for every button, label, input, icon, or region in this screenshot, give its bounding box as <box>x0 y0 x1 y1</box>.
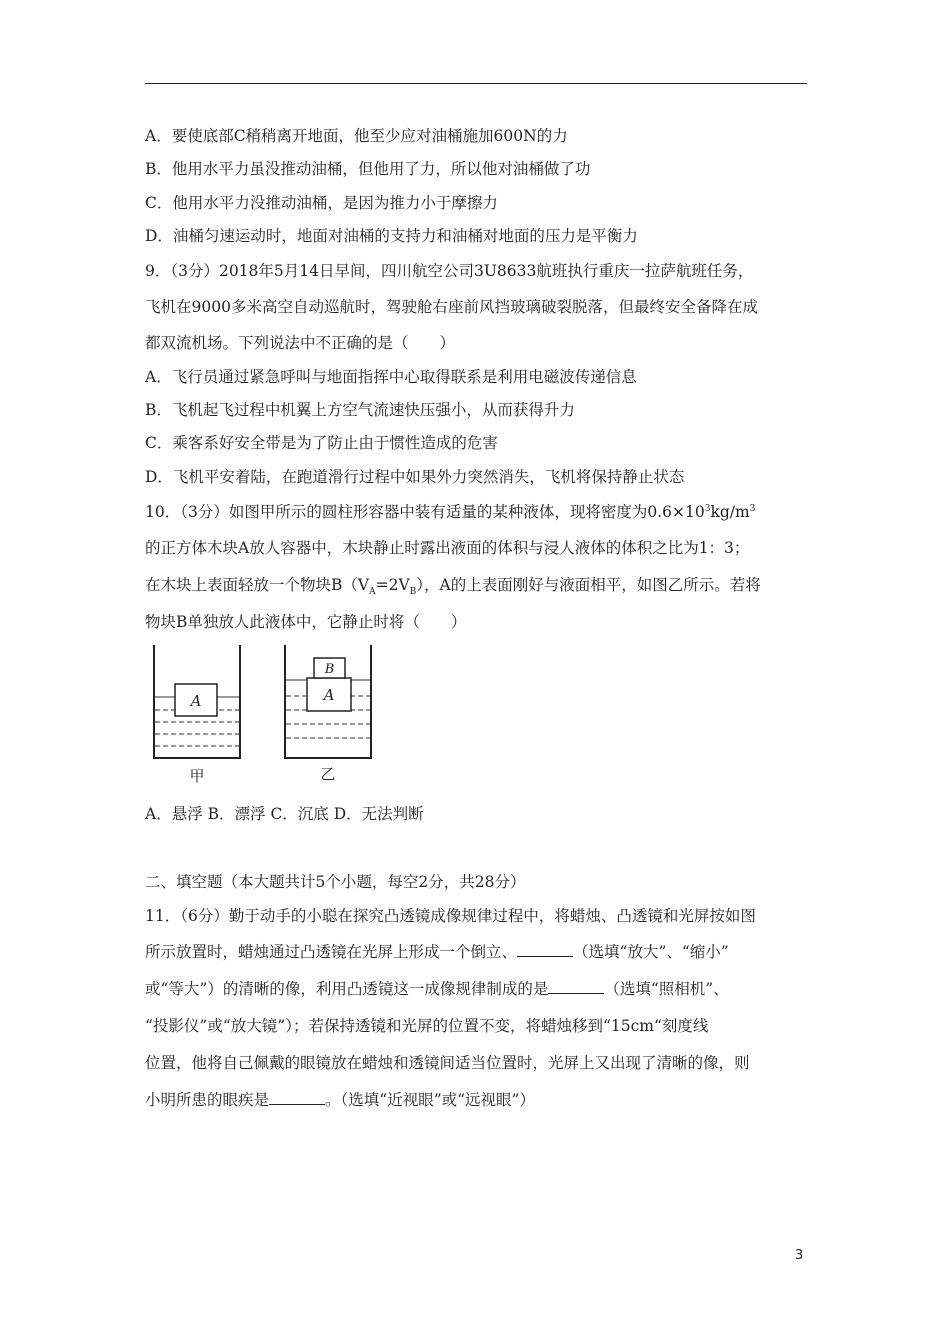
header-rule <box>145 83 807 84</box>
q9-stem-line-2: 飞机在9000多米高空自动巡航时，驾驶舱右座前风挡玻璃破裂脱落，但最终安全备降在成 <box>145 298 758 316</box>
q11-stem-line-6: 小明所患的眼疾是 。（选填“近视眼”或“远视眼”） <box>145 1091 535 1109</box>
q10-stem-line-4: 物块B单独放人此液体中，它静止时将（ ） <box>145 613 467 631</box>
q11-stem-line-1: 11．（6分）勤于动手的小聪在探究凸透镜成像规律过程中，将蜡烛、凸透镜和光屏按如图 <box>145 907 756 925</box>
q11-stem-line-5: 位置，他将自己佩戴的眼镜放在蜡烛和透镜间适当位置时，光屏上又出现了清晰的像，则 <box>145 1054 750 1072</box>
figure-caption-jia: 甲 <box>189 767 205 785</box>
q8-option-c: C．他用水平力没推动油桶，是因为推力小于摩擦力 <box>145 194 498 212</box>
answer-blank-2[interactable] <box>548 979 604 994</box>
q11-stem-line-4: “投影仪”或“放大镜”）；若保持透镜和光屏的位置不变，将蜡烛移到“15cm“刻度线 <box>145 1017 709 1035</box>
q10-stem-line-1: 10．（3分）如图甲所示的圆柱形容器中装有适量的某种液体，现将密度为$0.6\times 10^3kg/m^3$ <box>145 503 756 521</box>
q9-option-b: B．飞机起飞过程中机翼上方空气流速快压强小，从而获得升力 <box>145 401 575 419</box>
q11-stem-line-3: 或“等大”）的清晰的像，利用凸透镜这一成像规律制成的是 （选填“照相机”、 <box>145 980 729 998</box>
q10-stem-line-3: 在木块上表面轻放一个物块$B(V_A=2V_B)$，A的上表面刚好与液面相平，如图乙所示。若将 <box>145 576 761 598</box>
q8-option-b: B．他用水平力虽没推动油桶，但他用了力，所以他对油桶做了功 <box>145 160 591 178</box>
q8-option-a: A．要使底部C稍稍离开地面，他至少应对油桶施加600N的力 <box>145 127 568 145</box>
block-a-left-label: A <box>190 692 202 710</box>
page-number: 3 <box>795 1248 804 1263</box>
q9-option-a: A．飞行员通过紧急呼叫与地面指挥中心取得联系是利用电磁波传递信息 <box>145 368 637 386</box>
q9-stem-line-3: 都双流机场。下列说法中不正确的是（ ） <box>145 334 456 352</box>
answer-blank-1[interactable] <box>517 942 573 957</box>
q11-stem-line-2: 所示放置时，蜡烛通过凸透镜在光屏上形成一个倒立、 （选填“放大”、“缩小” <box>145 943 729 961</box>
answer-blank-3[interactable] <box>269 1090 325 1105</box>
q10-stem-line-2: 的正方体木块A放人容器中，木块静止时露出液面的体积与浸人液体的体积之比为1：3； <box>145 539 750 557</box>
block-a-right-label: A <box>323 686 335 704</box>
q9-option-c: C．乘客系好安全带是为了防止由于惯性造成的危害 <box>145 434 498 452</box>
block-b-label: B <box>324 662 335 677</box>
figure-caption-yi: 乙 <box>320 765 336 783</box>
section-2-heading: 二、填空题（本大题共计5个小题，每空2分，共28分） <box>145 873 526 891</box>
q10-options: A．悬浮 B．漂浮 C．沉底 D．无法判断 <box>145 805 424 823</box>
q9-stem-line-1: 9．（3分）2018年5月14日早间，四川航空公司3U8633航班执行重庆一拉萨航班任务， <box>145 262 754 280</box>
q10-container-figure <box>145 640 385 790</box>
q8-option-d: D．油桶匀速运动时，地面对油桶的支持力和油桶对地面的压力是平衡力 <box>145 227 638 245</box>
q9-option-d: D．飞机平安着陆，在跑道滑行过程中如果外力突然消失，飞机将保持静止状态 <box>145 468 685 486</box>
